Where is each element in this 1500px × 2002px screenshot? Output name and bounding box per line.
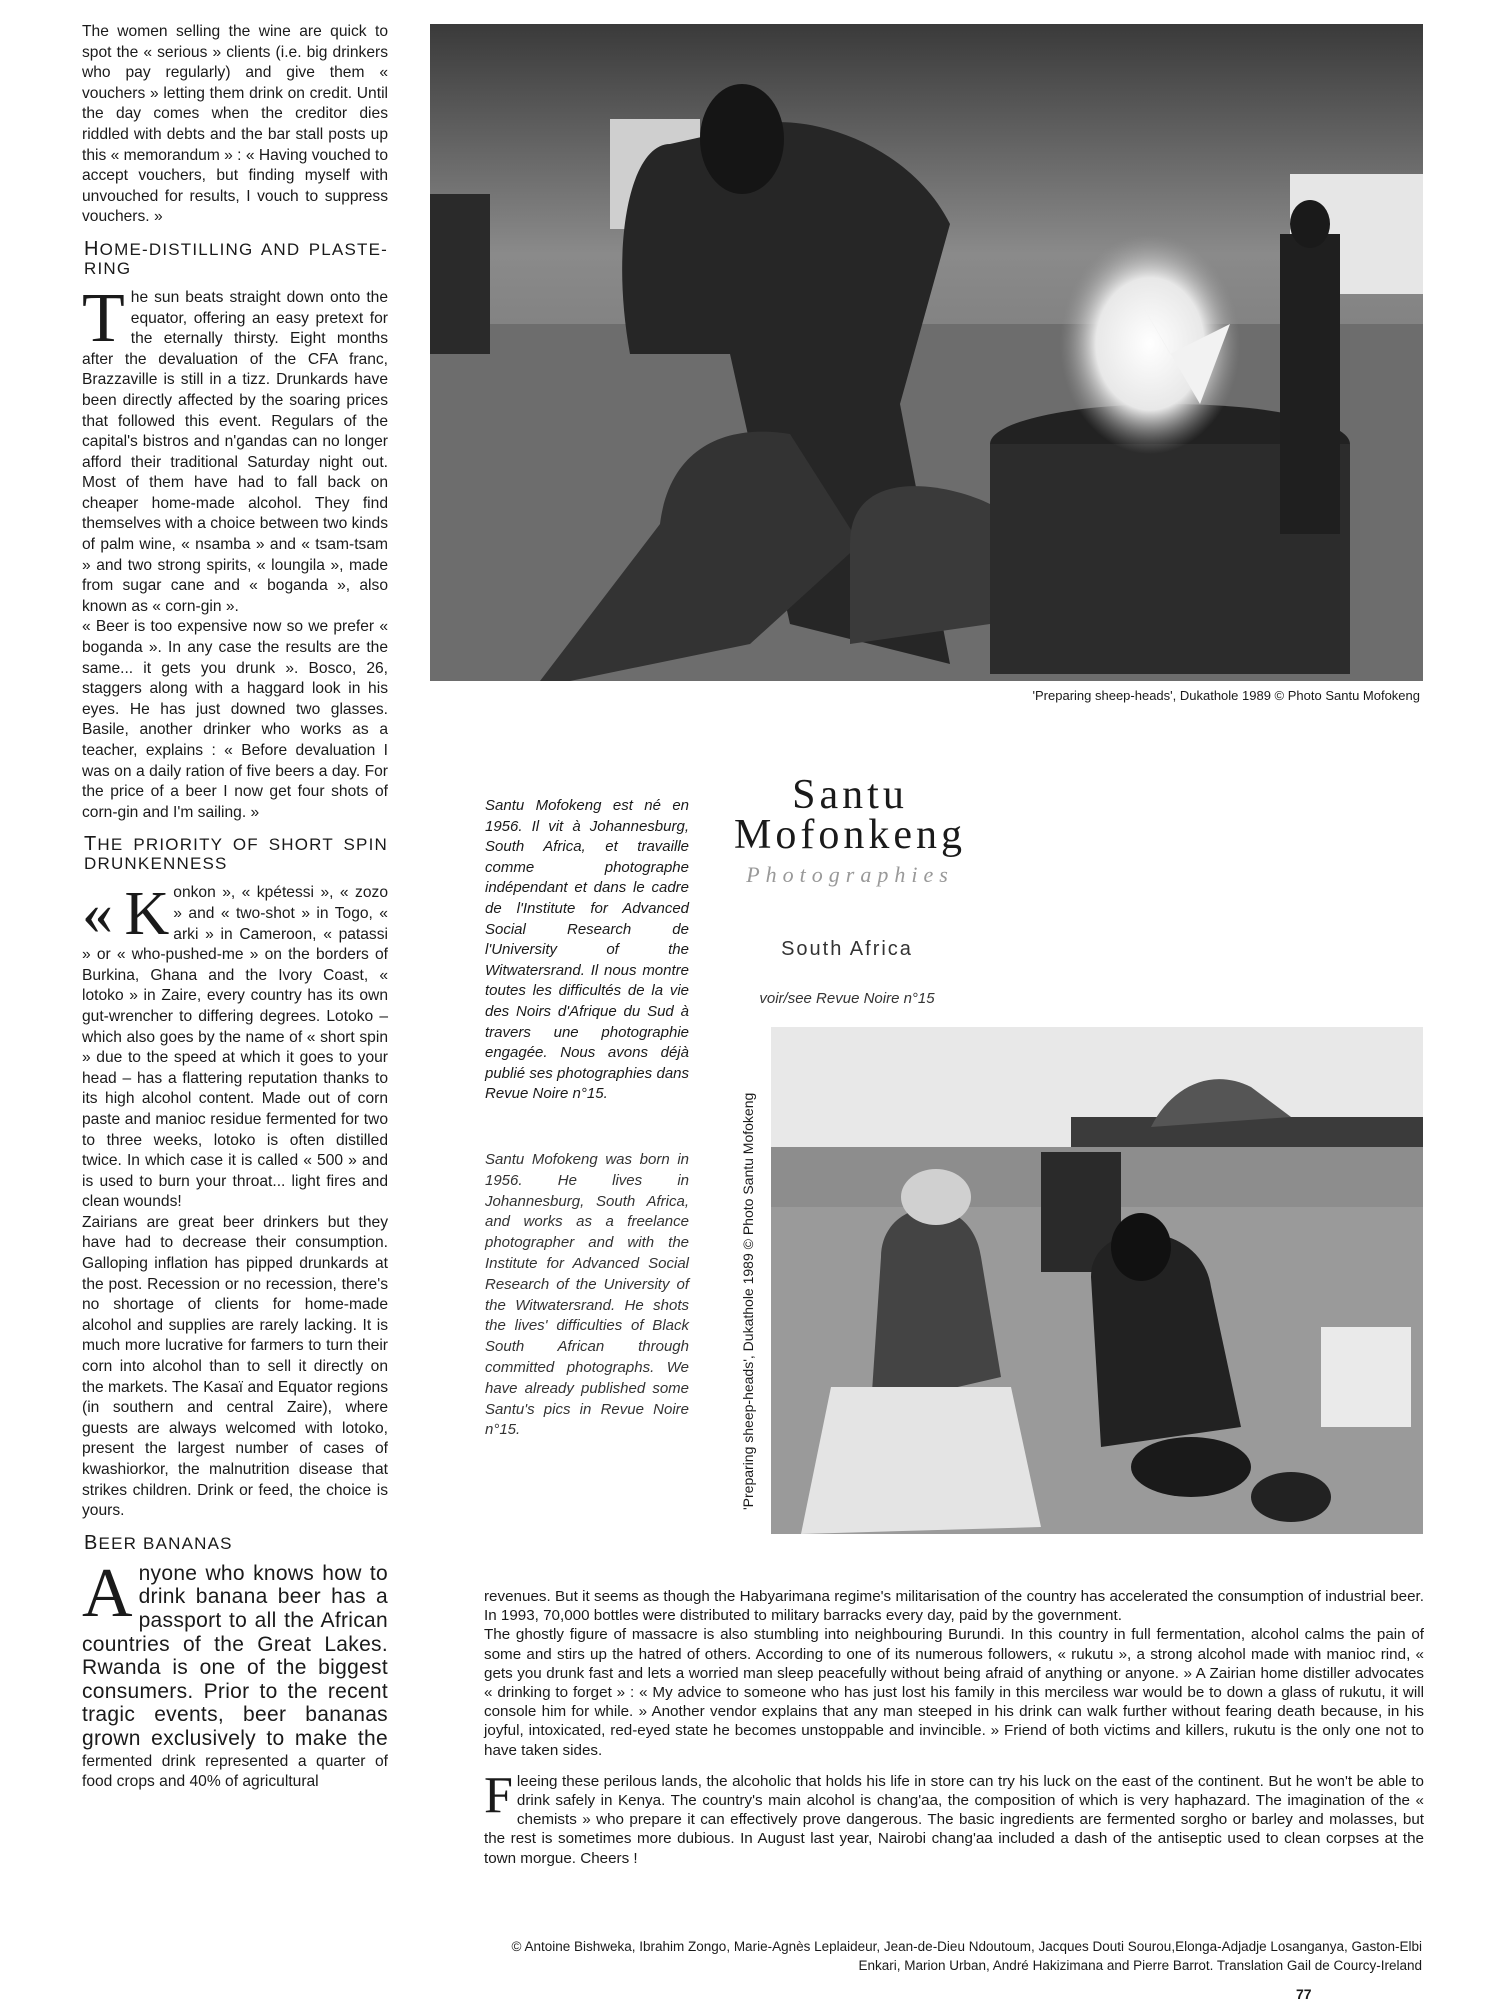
feature-country: South Africa	[781, 938, 913, 960]
photographer-first-name: Santu	[792, 772, 908, 818]
paragraph-banana-beer: Anyone who knows how to drink banana beer has a passport to all the African countries of the Great Lakes. Rwanda is one of the biggest consumers. Prior to the recent tragic events, beer bananas grown exclusively to make the fermented drink represented a quarter of food crops and 40% of agricultural	[82, 1554, 388, 1791]
paragraph-beer-expensive: « Beer is too expensive now so we prefer « boganda ». In any case the results are the same... it gets you drunk ». Bosco, 26, staggers along with a haggard look in his eyes. He has just downed two glasses. Basile, another drinker who works as a teacher, explains : « Before devaluation I was on a daily ration of five beers a day. For the price of a beer I now get four shots of corn-gin and I'm sailing. »	[82, 618, 388, 821]
photographer-name	[600, 772, 1100, 858]
photo2-caption-vertical: 'Preparing sheep-heads', Dukathole 1989 © Photo Santu Mofokeng	[740, 1092, 756, 1510]
paragraph-sun-beats: The sun beats straight down onto the equator, offering an easy pretext for the eternally thirsty. Eight months after the devaluation of the CFA franc, Brazzaville is still in a tizz. Drunkards have been directly affected by the soaring prices that followed this event. Regulars of the capital's bistros and n'gandas can no longer afford their traditional Saturday night out. Most of them have had to fall back on cheaper home-made alcohol. They find themselves with a choice between two kinds of palm wine, « nsamba » and « tsam-tsam » and two strong spirits, « loungila », made from sugar cane and « boganda », also known as « corn-gin ».	[82, 279, 388, 615]
paragraph-kenya: Fleeing these perilous lands, the alcoholic that holds his life in store can try his luck on the east of the continent. But he won't be able to drink safely in Kenya. The country's main alcohol is chang'aa, the composition of which is very haphazard. The imagination of the « chemists » who prepare it can effectively prove dangerous. The basic ingredients are fermented sorgho or barley and molasses, but the rest is sometimes more dubious. In August last year, Nairobi chang'aa included a dash of the antiseptic used to clean corpses at the town morgue. Cheers !	[484, 1766, 1424, 1867]
heading-beer-bananas: BEER BANANAS	[84, 1531, 233, 1554]
photo-men-cooking	[771, 1027, 1423, 1534]
photo-sheep-heads-fire-image	[430, 24, 1423, 681]
photographer-last-name: Mofonkeng	[734, 812, 966, 858]
feature-subtitle: Photographies	[746, 862, 954, 887]
bio-french: Santu Mofokeng est né en 1956. Il vit à Johannesburg, South Africa, et travaille comme photographe indépendant et dans le cadre de l'Institute for Advanced Social Research de l'University of the Witwatersrand. Il nous montre toutes les difficultés de la vie des Noirs d'Afrique du Sud à travers une photographie engagée. Nous avons déjà publié ses photographies dans Revue Noire n°15.	[485, 797, 689, 1103]
drop-cap-f: F	[484, 1766, 513, 1824]
article-column-left	[82, 22, 388, 1793]
heading-short-spin: THE PRIORITY OF SHORT SPIN DRUNKENNESS	[84, 833, 388, 874]
drop-cap-a: A	[82, 1554, 133, 1632]
photo1-caption: 'Preparing sheep-heads', Dukathole 1989 © Photo Santu Mofokeng	[1032, 688, 1420, 703]
heading-home-distilling: HOME-DISTILLING AND PLASTE-RING	[84, 237, 388, 278]
photo-men-cooking-image	[771, 1027, 1423, 1534]
drop-cap-t: T	[82, 279, 125, 357]
paragraph-gap	[484, 1760, 1424, 1772]
bio-english: Santu Mofokeng was born in 1956. He lives in Johannesburg, South Africa, and works as a freelance photographer and with the Institute for Advanced Social Research of the University of the Witwatersrand. He shots the lives' difficulties of Black South African through committed photographs. We have already published some Santu's pics in Revue Noire n°15.	[485, 1151, 689, 1439]
paragraph-revenues: revenues. But it seems as though the Habyarimana regime's militarisation of the country has accelerated the consumption of industrial beer. In 1993, 70,000 bottles were distributed to military barracks every day, paid by the government.	[484, 1588, 1424, 1625]
article-bottom-text	[484, 1587, 1424, 1868]
photo-sheep-heads-fire	[430, 24, 1423, 681]
drop-cap-k: « K	[82, 880, 168, 949]
contributors-credits: © Antoine Bishweka, Ibrahim Zongo, Marie-Agnès Leplaideur, Jean-de-Dieu Ndoutoum, Jacques Douti Sourou,Elonga-Adjadje Losanganya, Gaston-Elbi Enkari, Marion Urban, André Hakizimana and Pierre Barrot. Translation Gail de Courcy-Ireland	[511, 1939, 1422, 1973]
paragraph-konkon: « K onkon », « kpétessi », « zozo » and « two-shot » in Togo, « arki » in Cameroon, « patassi » or « who-pushed-me » on the borders of Burkina, Ghana and the Ivory Coast, « lotoko » in Zaire, every country has its own gut-wrencher to differing degrees. Lotoko – which also goes by the name of « short spin » due to the speed at which it goes to your head – has a flattering reputation thanks to its high alcohol content. Made out of corn paste and manioc residue fermented for two to three weeks, lotoko is often distilled twice. In which case it is called « 500 » and is used to burn your throat... light fires and clean wounds!	[82, 880, 388, 1211]
paragraph-burundi: The ghostly figure of massacre is also stumbling into neighbouring Burundi. In this country in full fermentation, alcohol calms the pain of some and stirs up the hatred of others. According to one of its numerous followers, « rukutu », a strong alcohol made with manioc rind, « gets you drunk fast and lets a worried man sleep peacefully without being afraid of anything or anyone. » A Zairian home distiller advocates « drinking to forget » : « My advice to someone who has just lost his family in this merciless war would be to down a glass of rukutu, it will console him for while. » Another vendor explains that any man steeped in his drink can walk further without fearing death because, in his joyful, intoxicated, red-eyed state he becomes unstoppable and invincible. » Friend of both victims and killers, rukutu is the only one not to have taken sides.	[484, 1626, 1424, 1759]
page-number: 77	[1296, 1986, 1312, 2002]
feature-see-reference: voir/see Revue Noire n°15	[759, 990, 935, 1007]
paragraph-zairians: Zairians are great beer drinkers but they have had to decrease their consumption. Galloping inflation has pipped drunkards at the post. Recession or no recession, there's no shortage of clients for home-made alcohol and supplies are rarely lacking. It is much more lucrative for farmers to turn their corn into alcohol than to sell it directly on the markets. The Kasaï and Equator regions (in southern and central Zaire), where guests are always welcomed with lotoko, present the largest number of cases of kwashiorkor, the malnutrition disease that strikes children. Drink or feed, the choice is yours.	[82, 1213, 388, 1520]
intro-paragraph: The women selling the wine are quick to spot the « serious » clients (i.e. big drinkers who pay regularly) and give them « vouchers » letting them drink on credit. Until the day comes when the creditor dies riddled with debts and the bar stall posts up this « memorandum » : « Having vouched to accept vouchers, but finding myself with unvouched for results, I vouch to suppress vouchers. »	[82, 23, 388, 226]
